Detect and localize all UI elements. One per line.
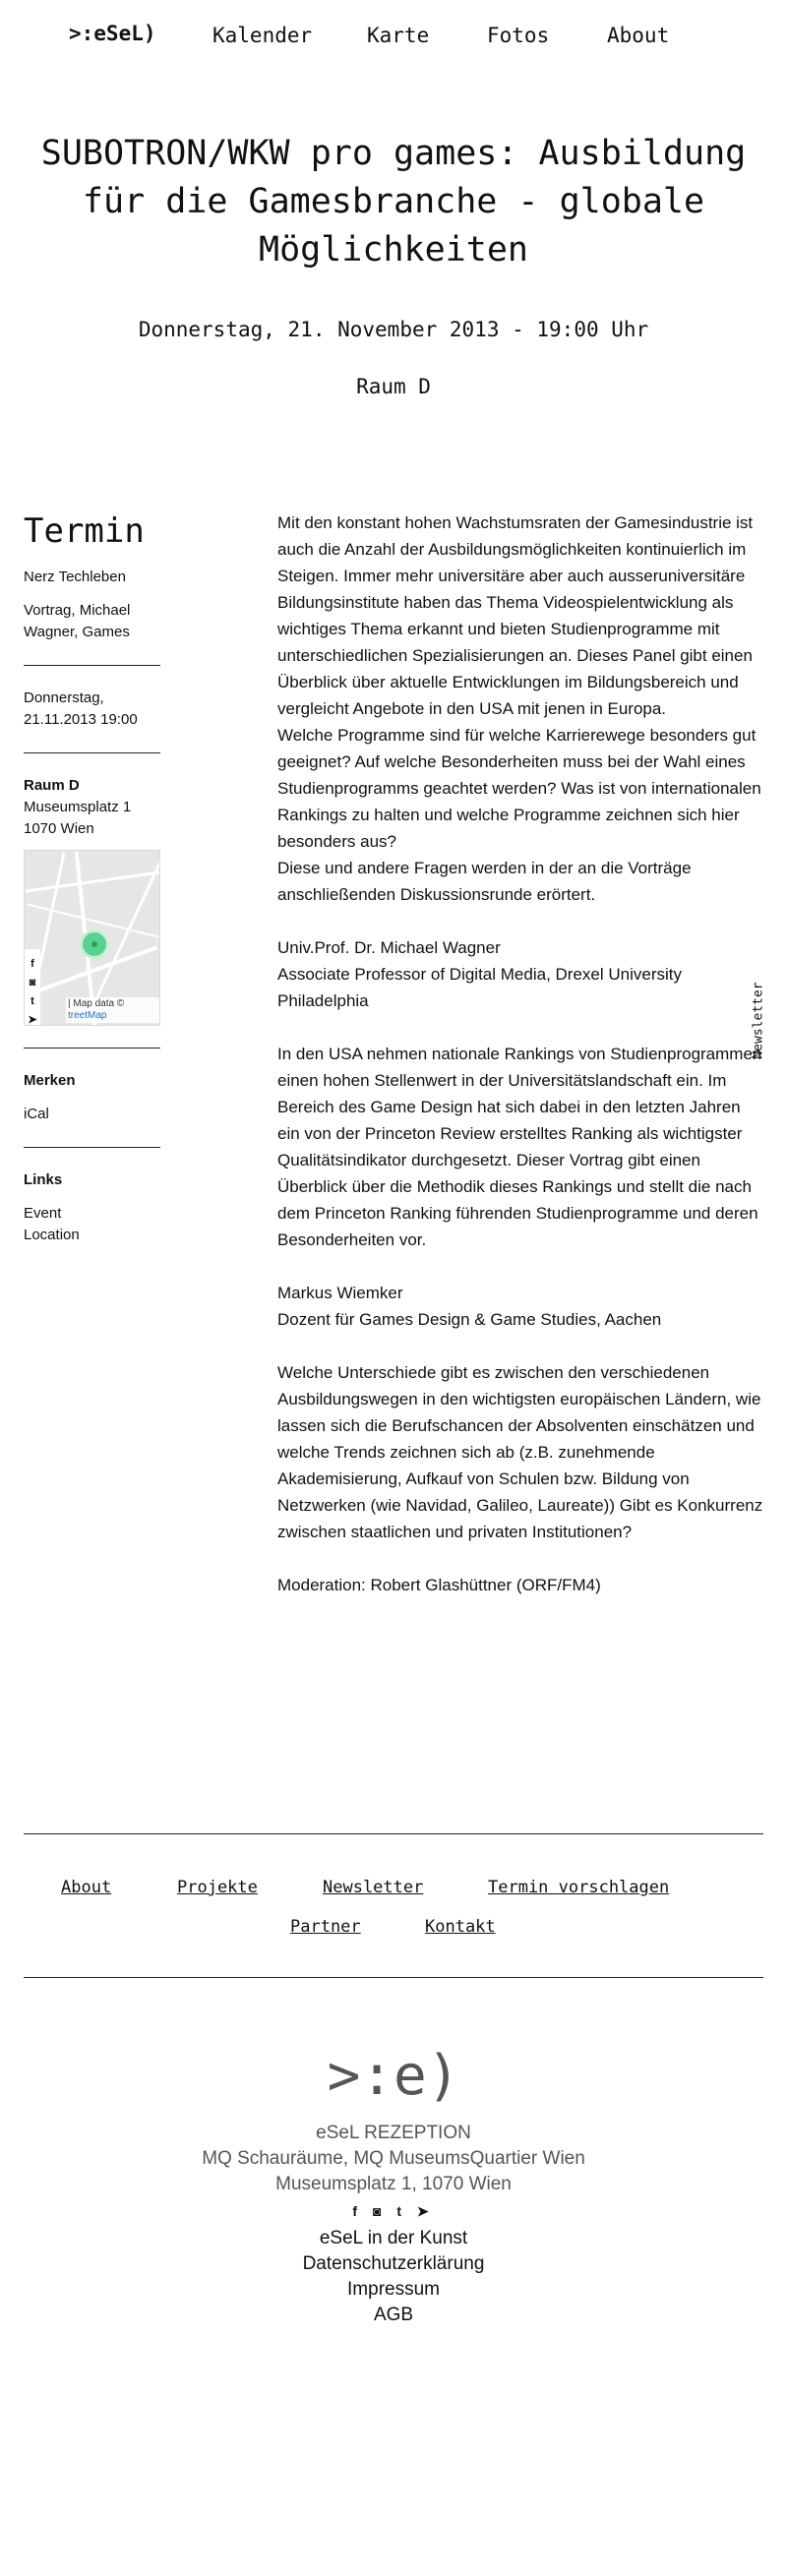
- event-tags: Vortrag, Michael Wagner, Games: [24, 602, 131, 640]
- nav-karte[interactable]: Karte: [367, 24, 430, 47]
- map-attribution-link[interactable]: treetMap: [68, 1010, 107, 1021]
- organizer: Nerz Techleben: [24, 569, 126, 585]
- telegram-icon[interactable]: ➤: [28, 1014, 37, 1026]
- footer-logo[interactable]: >:e): [327, 2044, 460, 2108]
- facebook-icon[interactable]: f: [352, 2203, 364, 2219]
- venue-street: Museumsplatz 1: [24, 799, 132, 815]
- address-line: MQ Schauräume, MQ MuseumsQuartier Wien: [202, 2148, 585, 2169]
- footer-link-impressum[interactable]: Impressum: [347, 2279, 440, 2300]
- footer-social-icons: [0, 2203, 787, 2220]
- datetime-line: 21.11.2013 19:00: [24, 711, 138, 728]
- map-attribution-text: | Map data ©: [68, 998, 125, 1009]
- address-line: eSeL REZEPTION: [316, 2123, 471, 2143]
- venue-city: 1070 Wien: [24, 820, 94, 837]
- description-paragraph: Welche Unterschiede gibt es zwischen den verschiedenen Ausbildungswegen in den wichtigsten europäischen Ländern, wie lassen sich die Berufschancen der Absolventen einschätzen und welche Trends zeichnen sich ab (z.B. zunehmende Akademisierung, Aufkauf von Schulen bzw. Bildung von Netzwerken (wie Navidad, Galileo, Laureate)) Gibt es Konkurrenz zwischen staatlichen und privaten Institutionen?: [277, 1363, 763, 1541]
- telegram-icon[interactable]: ➤: [416, 2203, 435, 2219]
- description-paragraph: Mit den konstant hohen Wachstumsraten der Gamesindustrie ist auch die Anzahl der Ausbildungsmöglichkeiten kontinuierlich im Steigen. Immer mehr universitäre aber auch ausseruniversitäre Bildungsinstitute haben das Thema Videospielentwicklung als wichtiges Thema erkannt und bieten Studienprogramme mit unterschiedlichen Spezialisierungen an. Dieses Panel gibt einen Überblick über aktuelle Entwicklungen im Bildungsbereich und vergleicht Angebote in den USA mit jenen in Europa. Welche Programme sind für welche Karrierewege besonders gut geeignet? Auf welche Besonderheiten muss bei der Wahl eines Studienprogramms geachtet werden? Was ist von internationalen Rankings zu halten und welche Programme zeichnen sich hier besonders aus? Diese und andere Fragen werden in der an die Vorträge anschließenden Diskussionsrunde erörtert.: [277, 513, 761, 904]
- event-datetime: [24, 688, 160, 731]
- moderation-info: Moderation: Robert Glashüttner (ORF/FM4): [277, 1576, 601, 1594]
- event-description: [277, 509, 767, 1625]
- venue-name[interactable]: Raum D: [24, 777, 80, 794]
- nav-kalender[interactable]: Kalender: [212, 24, 313, 47]
- map-attribution: [66, 997, 160, 1023]
- event-link[interactable]: Event: [24, 1205, 62, 1222]
- venue-map[interactable]: [24, 850, 160, 1026]
- instagram-icon[interactable]: ◙: [372, 2203, 388, 2219]
- footer-link-newsletter[interactable]: Newsletter: [323, 1878, 424, 1897]
- twitter-icon[interactable]: t: [30, 995, 34, 1007]
- event-date: Donnerstag, 21. November 2013 - 19:00 Uhr: [138, 318, 649, 341]
- footer-link-partner[interactable]: Partner: [290, 1917, 361, 1937]
- event-title: SUBOTRON/WKW pro games: Ausbildung für die Gamesbranche - globale Möglichkeiten: [40, 134, 747, 270]
- divider: [24, 1147, 160, 1148]
- nav-about[interactable]: About: [607, 24, 670, 47]
- datetime-line: Donnerstag,: [24, 689, 104, 706]
- divider: [24, 752, 160, 753]
- footer-link-kontakt[interactable]: Kontakt: [425, 1917, 496, 1937]
- divider: [24, 665, 160, 666]
- ical-link[interactable]: iCal: [24, 1106, 49, 1122]
- footer-links: [0, 2226, 787, 2328]
- venue: [24, 775, 160, 840]
- footer-link-projekte[interactable]: Projekte: [177, 1878, 258, 1897]
- speaker-info: Univ.Prof. Dr. Michael Wagner Associate Professor of Digital Media, Drexel University Philadelphia: [277, 938, 682, 1010]
- instagram-icon[interactable]: ◙: [29, 977, 36, 988]
- footer-link-agb[interactable]: AGB: [373, 2305, 414, 2325]
- newsletter-tab[interactable]: [750, 984, 767, 1062]
- footer-address: [0, 2121, 787, 2197]
- merken-heading: Merken: [24, 1072, 76, 1089]
- event-sidebar: [24, 511, 160, 1246]
- newsletter-tab-label: Newsletter: [751, 982, 766, 1059]
- sidebar-heading: Termin: [24, 511, 145, 551]
- speaker-info: Markus Wiemker Dozent für Games Design & Game Studies, Aachen: [277, 1284, 662, 1329]
- footer-divider: [24, 1833, 763, 1834]
- footer-divider: [24, 1977, 763, 1978]
- links-heading: Links: [24, 1171, 63, 1188]
- site-logo[interactable]: >:eSeL): [69, 22, 156, 45]
- site-footer: [0, 2046, 787, 2328]
- twitter-icon[interactable]: t: [396, 2203, 407, 2219]
- footer-link-datenschutz[interactable]: Datenschutzerklärung: [302, 2253, 485, 2274]
- share-icons: [25, 949, 40, 1026]
- footer-link-about[interactable]: About: [61, 1878, 112, 1897]
- nav-fotos[interactable]: Fotos: [487, 24, 550, 47]
- footer-link-termin-vorschlagen[interactable]: Termin vorschlagen: [488, 1878, 670, 1897]
- facebook-icon[interactable]: f: [30, 958, 34, 970]
- address-line: Museumsplatz 1, 1070 Wien: [275, 2174, 512, 2194]
- map-marker-icon[interactable]: [80, 929, 109, 959]
- event-hero: [39, 130, 748, 398]
- event-room: Raum D: [356, 375, 431, 398]
- top-nav: [0, 22, 787, 51]
- description-paragraph: In den USA nehmen nationale Rankings von Studienprogrammen einen hohen Stellenwert in der Universitätslandschaft ein. Im Bereich des Game Design hat sich dabei in den letzten Jahren ein von der Princeton Review erstelltes Ranking als wichtigster Qualitätsindikator durchgesetzt. Dieser Vortrag gibt einen Überblick über die Methodik dieses Rankings und stellt die nach dem Princeton Ranking führenden Studienprogramme und deren Besonderheiten vor.: [277, 1045, 762, 1249]
- location-link[interactable]: Location: [24, 1227, 80, 1243]
- footer-link-kunst[interactable]: eSeL in der Kunst: [319, 2228, 468, 2248]
